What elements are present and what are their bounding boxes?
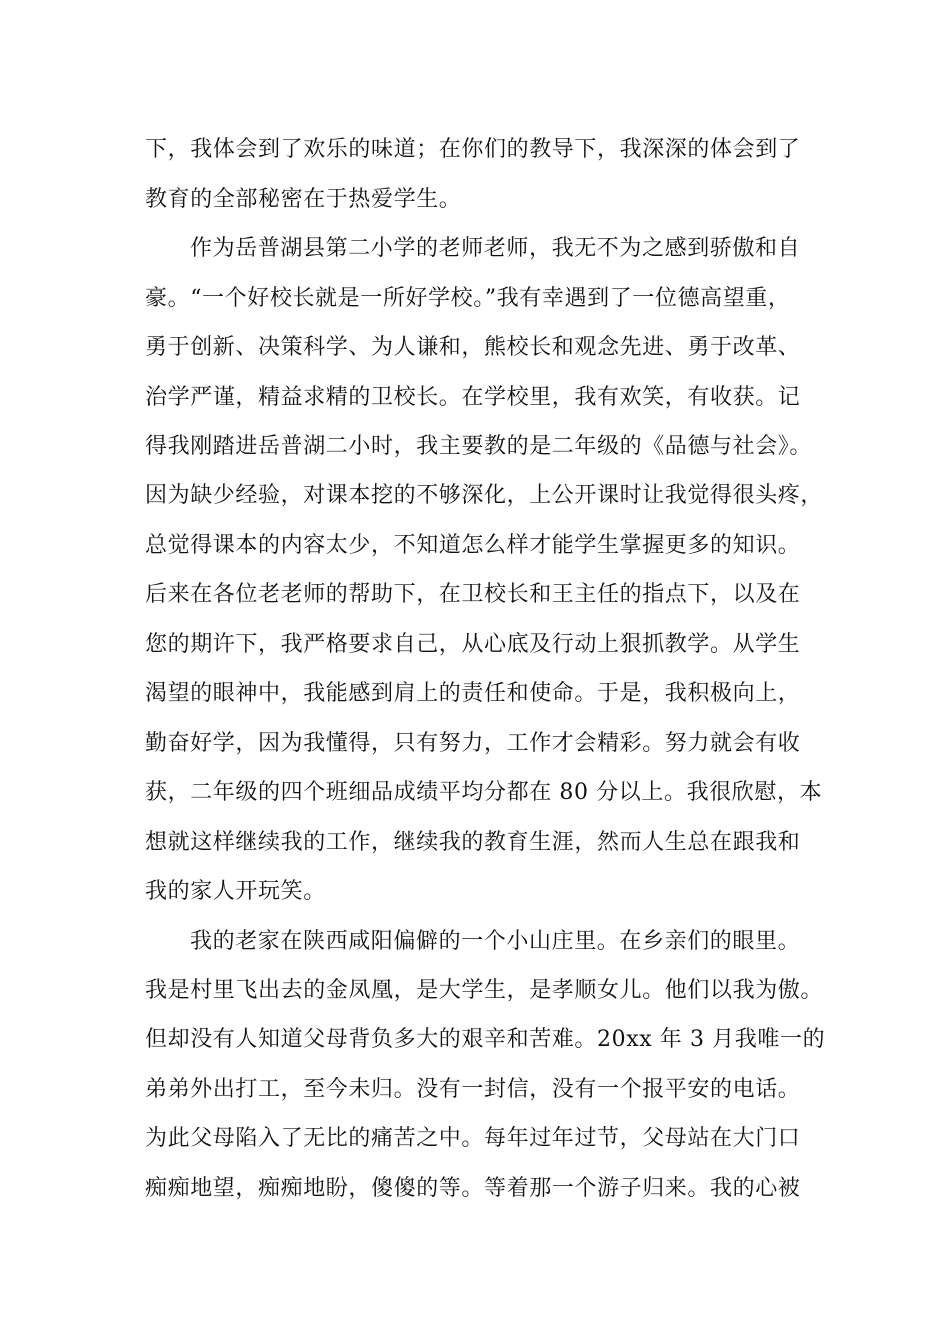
text-line: 总觉得课本的内容太少，不知道怎么样才能学生掌握更多的知识。 <box>145 533 801 558</box>
text-line: 获，二年级的四个班细品成绩平均分都在 80 分以上。我很欣慰，本 <box>145 780 823 805</box>
text-line: 治学严谨，精益求精的卫校长。在学校里，我有欢笑，有收获。记 <box>145 385 801 410</box>
text-line: 下，我体会到了欢乐的味道；在你们的教导下，我深深的体会到了 <box>145 137 801 162</box>
text-line: 勤奋好学，因为我懂得，只有努力，工作才会精彩。努力就会有收 <box>145 731 801 756</box>
text-line: 我是村里飞出去的金凤凰，是大学生，是孝顺女儿。他们以我为傲。 <box>145 978 824 1003</box>
text-line: 豪。“一个好校长就是一所好学校。”我有幸遇到了一位德高望重， <box>145 286 791 311</box>
text-line: 后来在各位老老师的帮助下，在卫校长和王主任的指点下，以及在 <box>145 582 801 607</box>
text-line: 弟弟外出打工，至今未归。没有一封信，没有一个报平安的电话。 <box>145 1077 801 1102</box>
text-line: 勇于创新、决策科学、为人谦和，熊校长和观念先进、勇于改革、 <box>145 335 801 360</box>
text-line: 因为缺少经验，对课本挖的不够深化，上公开课时让我觉得很头疼， <box>145 483 824 508</box>
text-line: 得我刚踏进岳普湖二小时，我主要教的是二年级的《品德与社会》。 <box>145 434 813 459</box>
text-line: 但却没有人知道父母背负多大的艰辛和苦难。20xx 年 3 月我唯一的 <box>145 1027 826 1052</box>
text-line: 教育的全部秘密在于热爱学生。 <box>145 187 462 212</box>
text-line: 渴望的眼神中，我能感到肩上的责任和使命。于是，我积极向上， <box>145 681 801 706</box>
text-line: 想就这样继续我的工作，继续我的教育生涯，然而人生总在跟我和 <box>145 830 801 855</box>
paragraph-first-line: 作为岳普湖县第二小学的老师老师，我无不为之感到骄傲和自 <box>190 236 801 261</box>
text-line: 您的期许下，我严格要求自己，从心底及行动上狠抓教学。从学生 <box>145 632 801 657</box>
text-line: 为此父母陷入了无比的痛苦之中。每年过年过节，父母站在大门口 <box>145 1126 801 1151</box>
text-line: 痴痴地望，痴痴地盼，傻傻的等。等着那一个游子归来。我的心被 <box>145 1176 801 1201</box>
text-line: 我的家人开玩笑。 <box>145 879 326 904</box>
paragraph-first-line: 我的老家在陕西咸阳偏僻的一个小山庄里。在乡亲们的眼里。 <box>190 929 801 954</box>
